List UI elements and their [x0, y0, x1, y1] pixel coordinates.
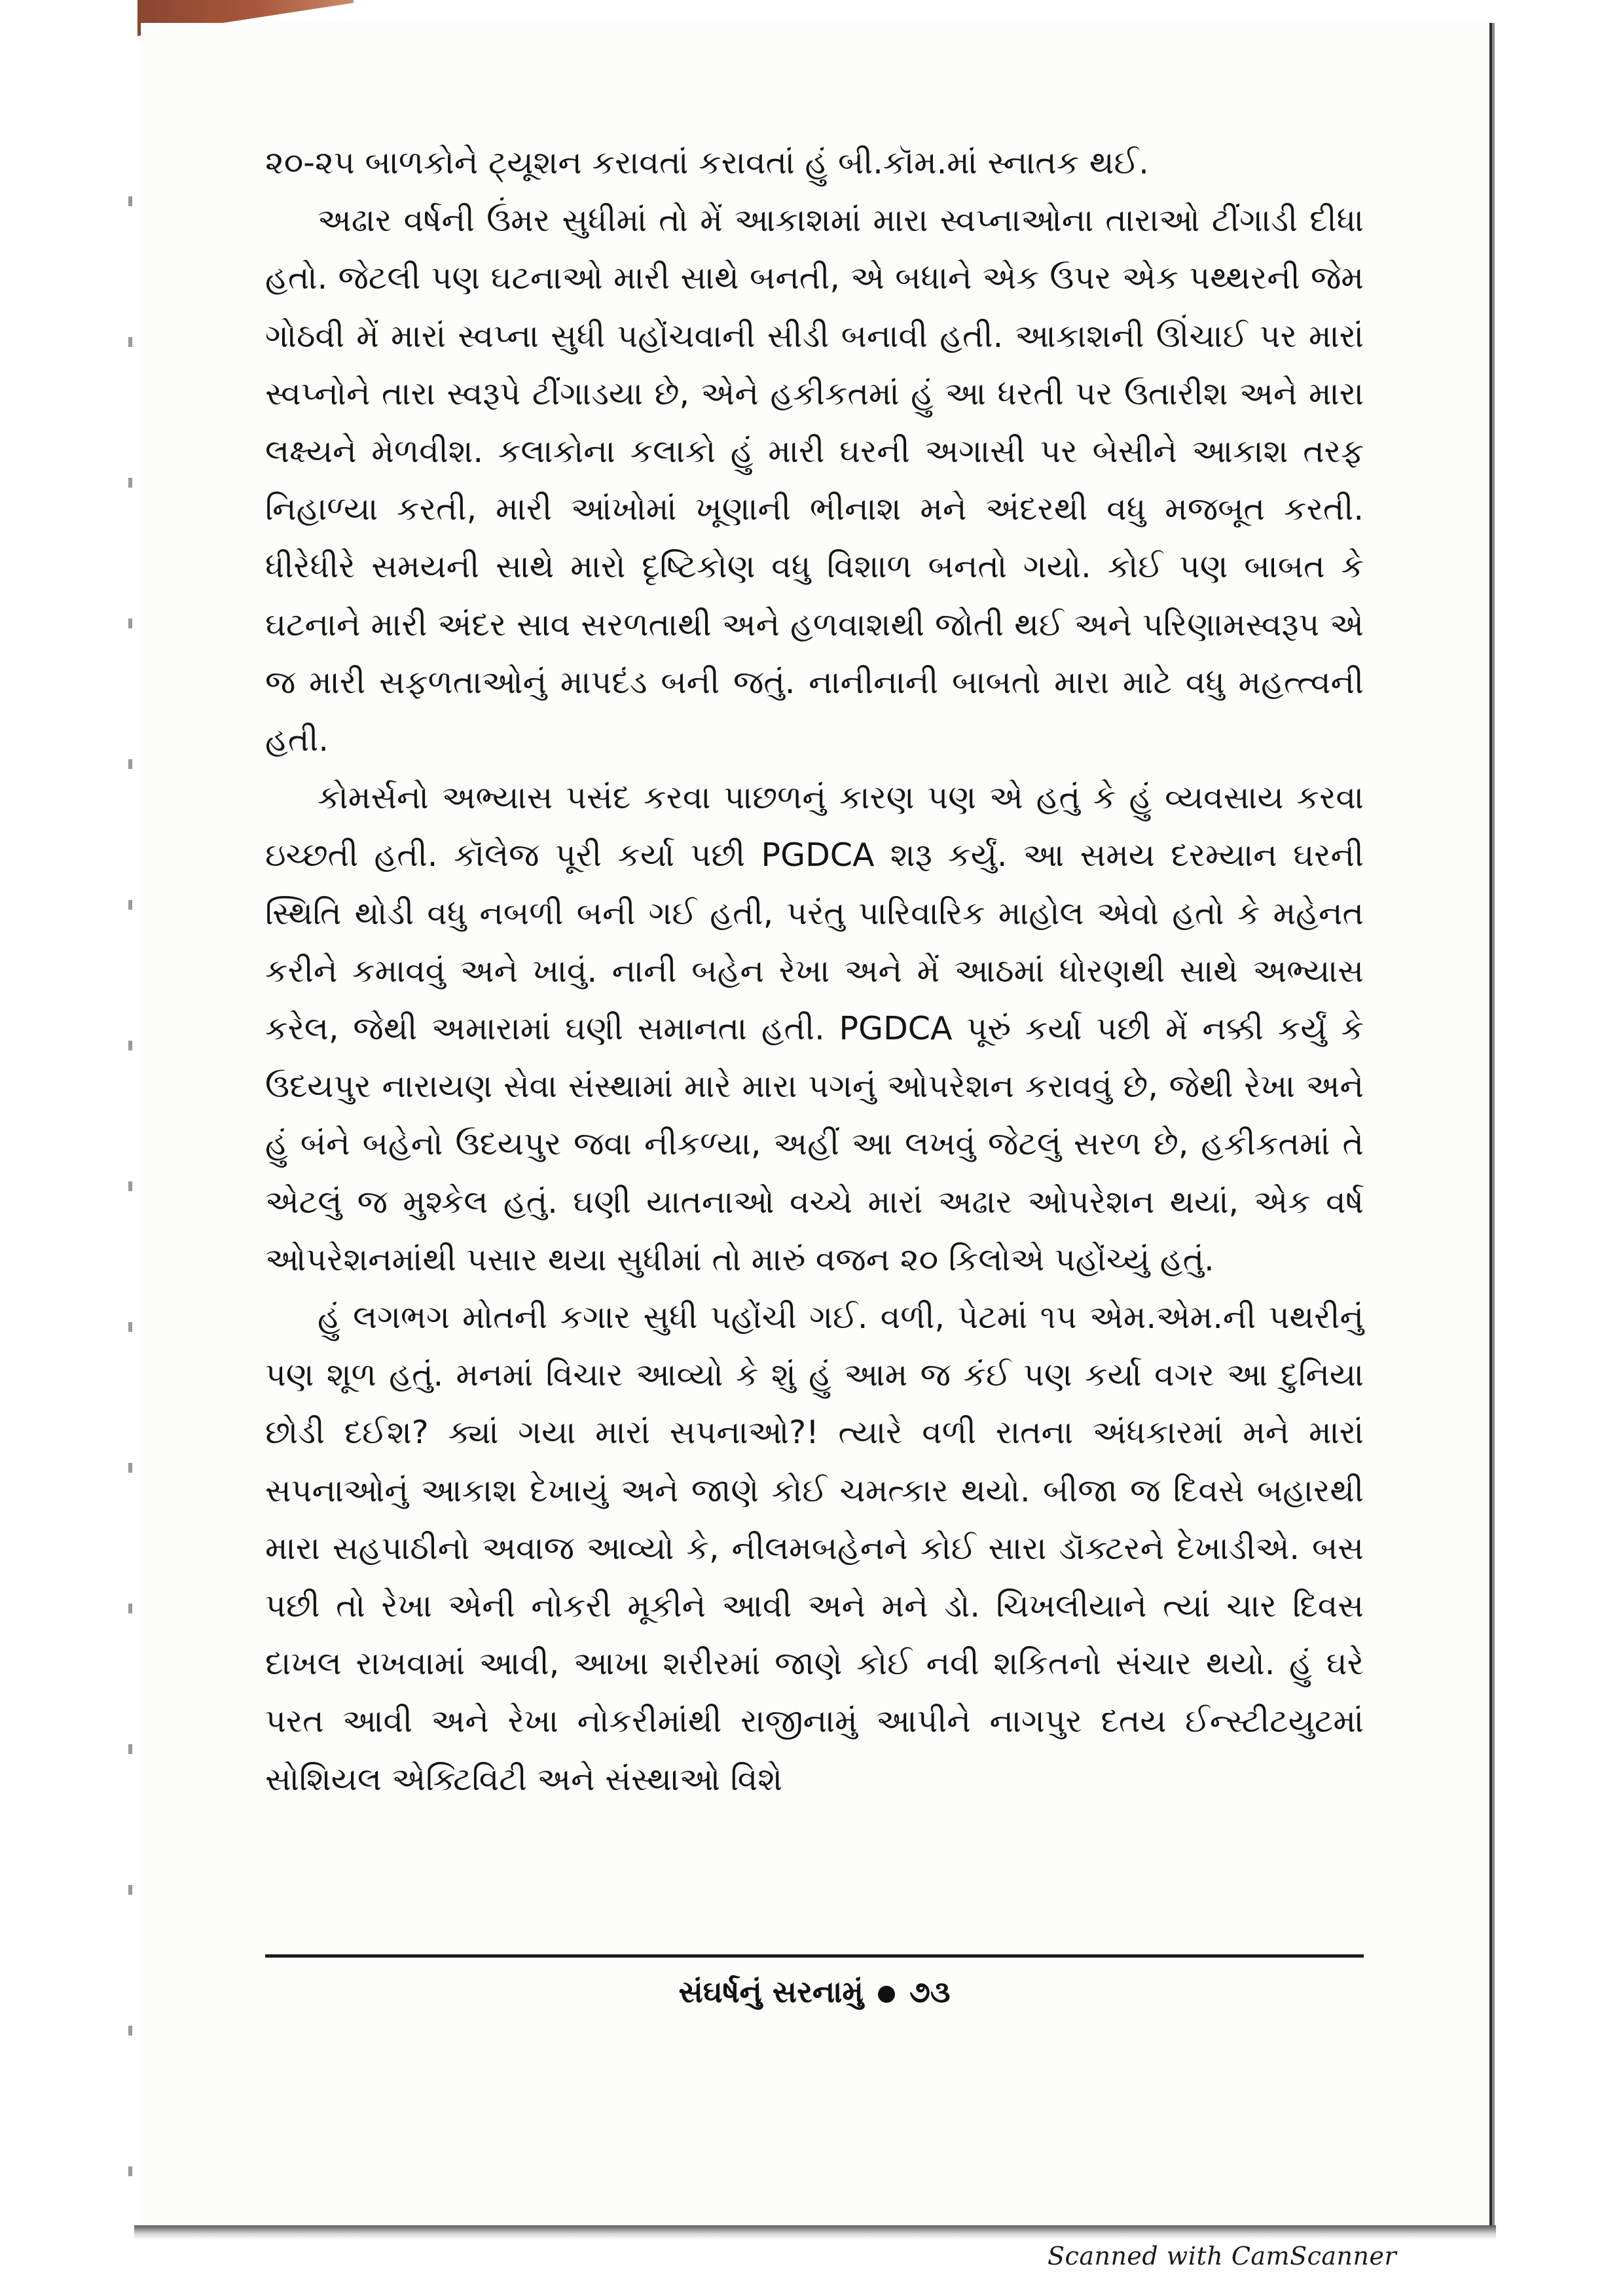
page-bottom-shadow: [134, 2225, 1496, 2240]
paragraph-2: અઢાર વર્ષની ઉંમર સુધીમાં તો મેં આકાશમાં મારા સ્વપ્નાઓના તારાઓ ટીંગાડી દીધા હતો. જેટલી પણ ઘટનાઓ મારી સાથે બનતી, એ બધાને એક ઉપર એક પથ્થરની જેમ ગોઠવી મેં મારાં સ્વપ્ના સુધી પહોંચવાની સીડી બનાવી હતી. આકાશની ઊંચાઈ પર મારાં સ્વપ્નોને તારા સ્વરૂપે ટીંગાડયા છે, એને હકીકતમાં હું આ ધરતી પર ઉતારીશ અને મારા લક્ષ્યને મેળવીશ. કલાકોના કલાકો હું મારી ઘરની અગાસી પર બેસીને આકાશ તરફ નિહાળ્યા કરતી, મારી આંખોમાં ખૂણાની ભીનાશ મને અંદરથી વધુ મજબૂત કરતી. ધીરેધીરે સમયની સાથે મારો દૃષ્ટિકોણ વધુ વિશાળ બનતો ગયો. કોઈ પણ બાબત કે ઘટનાને મારી અંદર સાવ સરળતાથી અને હળવાશથી જોતી થઈ અને પરિણામસ્વરૂપ એ જ મારી સફળતાઓનું માપદંડ બની જતું. નાનીનાની બાબતો મારા માટે વધુ મહત્ત્વની હતી.: [265, 202, 1364, 759]
paragraph-4: હું લગભગ મોતની કગાર સુધી પહોંચી ગઈ. વળી, પેટમાં ૧૫ એમ.એમ.ની પથરીનું પણ શૂળ હતું. મનમાં વિચાર આવ્યો કે શું હું આમ જ કંઈ પણ કર્યા વગર આ દુનિયા છોડી દઈશ? ક્યાં ગયા મારાં સપનાઓ?! ત્યારે વળી રાતના અંધકારમાં મને મારાં સપનાઓનું આકાશ દેખાયું અને જાણે કોઈ ચમત્કાર થયો. બીજા જ દિવસે બહારથી મારા સહપાઠીનો અવાજ આવ્યો કે, નીલમબહેનને કોઈ સારા ડૉક્ટરને દેખાડીએ. બસ પછી તો રેખા એની નોકરી મૂકીને આવી અને મને ડો. ચિખલીયાને ત્યાં ચાર દિવસ દાખલ રાખવામાં આવી, આખા શરીરમાં જાણે કોઈ નવી શકિતનો સંચાર થયો. હું ઘરે પરત આવી અને રેખા નોકરીમાંથી રાજીનામું આપીને નાગપુર દતય ઈન્સ્ટીટયુટમાં સોશિયલ એક્ટિવિટી અને સંસ્થાઓ વિશે: [265, 1299, 1364, 1798]
scanner-watermark: Scanned with CamScanner: [1048, 2242, 1397, 2270]
footer-divider: [265, 1954, 1364, 1958]
bullet-dot-icon: [878, 1986, 895, 2003]
footer-book-title: સંઘર્ષનું સરનામું: [678, 1974, 864, 2009]
page-number: ૭૩: [909, 1974, 951, 2009]
paragraph-1: ૨૦-૨૫ બાળકોને ટ્યૂશન કરાવતાં કરાવતાં હું બી.કૉમ.માં સ્નાતક થઈ.: [265, 144, 1149, 181]
paragraph-3: કોમર્સનો અભ્યાસ પસંદ કરવા પાછળનું કારણ પણ એ હતું કે હું વ્યવસાય કરવા ઇચ્છતી હતી. કૉલેજ પૂરી કર્યા પછી PGDCA શરૂ કર્યું. આ સમય દરમ્યાન ઘરની સ્થિતિ થોડી વધુ નબળી બની ગઈ હતી, પરંતુ પારિવારિક માહોલ એવો હતો કે મહેનત કરીને કમાવવું અને ખાવું. નાની બહેન રેખા અને મેં આઠમાં ધોરણથી સાથે અભ્યાસ કરેલ, જેથી અમારામાં ઘણી સમાનતા હતી. PGDCA પૂરું કર્યા પછી મેં નક્કી કર્યું કે ઉદયપુર નારાયણ સેવા સંસ્થામાં મારે મારા પગનું ઓપરેશન કરાવવું છે, જેથી રેખા અને હું બંને બહેનો ઉદયપુર જવા નીકળ્યા, અહીં આ લખવું જેટલું સરળ છે, હકીકતમાં તે એટલું જ મુશ્કેલ હતું. ઘણી યાતનાઓ વચ્ચે મારાં અઢાર ઓપરેશન થયાં, એક વર્ષ ઓપરેશનમાંથી પસાર થયા સુધીમાં તો મારું વજન ૨૦ કિલોએ પહોંચ્યું હતું.: [265, 779, 1364, 1278]
page-body-text: [265, 134, 1364, 1808]
book-binding-edge: [128, 65, 132, 2219]
page-footer: [265, 1969, 1364, 2015]
